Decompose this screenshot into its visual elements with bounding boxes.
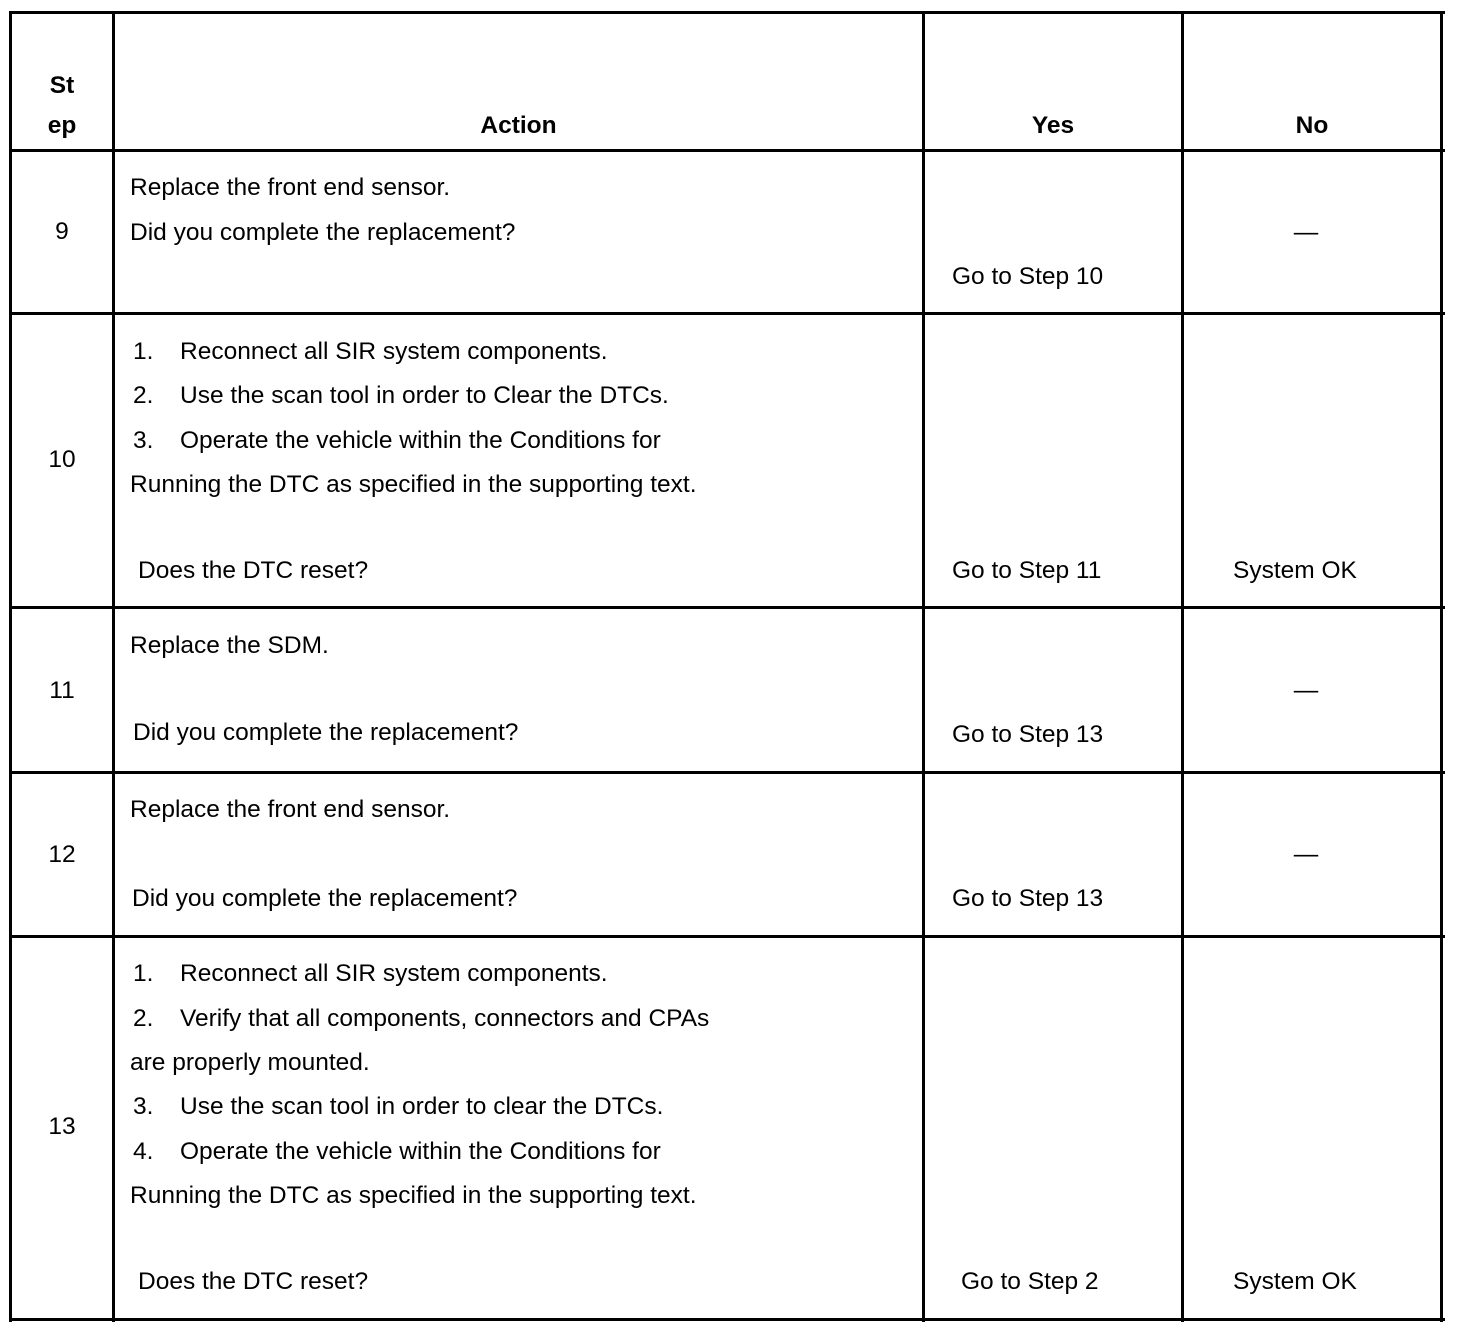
list-number: 3. xyxy=(133,1093,154,1120)
list-number: 2. xyxy=(133,1005,154,1032)
column-divider xyxy=(1181,12,1184,1322)
action-text: Running the DTC as specified in the supporting text. xyxy=(130,471,697,498)
list-text: Verify that all components, connectors and CPAs xyxy=(180,1005,710,1032)
yes-result: Go to Step 13 xyxy=(952,885,1104,912)
table-border-top xyxy=(9,11,1445,14)
column-divider xyxy=(922,12,925,1322)
no-result: System OK xyxy=(1233,557,1357,584)
list-text: Reconnect all SIR system components. xyxy=(180,960,608,987)
action-text: Replace the front end sensor. xyxy=(130,796,451,823)
action-question: Does the DTC reset? xyxy=(138,557,369,584)
action-list-item xyxy=(133,427,661,455)
list-text: Use the scan tool in order to clear the DTCs. xyxy=(180,1093,664,1120)
list-text: Operate the vehicle within the Conditions for xyxy=(180,427,661,454)
yes-result: Go to Step 2 xyxy=(961,1268,1099,1295)
table-border-bottom xyxy=(9,1318,1445,1321)
header-step-line2: ep xyxy=(47,112,77,139)
table-border-right xyxy=(1440,12,1443,1322)
action-question: Did you complete the replacement? xyxy=(130,219,516,246)
yes-result: Go to Step 13 xyxy=(952,721,1104,748)
action-question: Does the DTC reset? xyxy=(138,1268,369,1295)
no-result: — xyxy=(1293,841,1319,868)
yes-result: Go to Step 11 xyxy=(952,557,1102,584)
list-number: 1. xyxy=(133,338,154,365)
action-text: Replace the SDM. xyxy=(130,632,329,659)
list-text: Use the scan tool in order to Clear the DTCs. xyxy=(180,382,669,409)
action-list-item xyxy=(133,960,608,988)
yes-result: Go to Step 10 xyxy=(952,263,1104,290)
row-divider xyxy=(9,771,1445,774)
header-step-line1: St xyxy=(49,72,75,99)
action-list-item xyxy=(133,382,669,410)
action-text: Running the DTC as specified in the supporting text. xyxy=(130,1182,697,1209)
list-number: 3. xyxy=(133,427,154,454)
list-number: 1. xyxy=(133,960,154,987)
no-result: — xyxy=(1293,677,1319,704)
header-divider xyxy=(9,149,1445,152)
header-no: No xyxy=(1295,112,1329,139)
header-action: Action xyxy=(480,112,557,139)
action-question: Did you complete the replacement? xyxy=(132,885,518,912)
no-result: — xyxy=(1293,219,1319,246)
list-number: 2. xyxy=(133,382,154,409)
step-number: 11 xyxy=(49,677,75,704)
action-list-item xyxy=(133,1138,661,1166)
action-list-item xyxy=(133,1005,709,1033)
action-list-item xyxy=(133,1093,663,1121)
column-divider xyxy=(112,12,115,1322)
action-text: Replace the front end sensor. xyxy=(130,174,451,201)
action-question: Did you complete the replacement? xyxy=(133,719,519,746)
step-number: 9 xyxy=(55,218,69,245)
action-list-item xyxy=(133,338,608,366)
header-yes: Yes xyxy=(1031,112,1075,139)
row-divider xyxy=(9,935,1445,938)
no-result: System OK xyxy=(1233,1268,1357,1295)
row-divider xyxy=(9,606,1445,609)
step-number: 12 xyxy=(48,841,76,868)
action-text: are properly mounted. xyxy=(130,1049,370,1076)
row-divider xyxy=(9,312,1445,315)
step-number: 10 xyxy=(48,446,76,473)
step-number: 13 xyxy=(48,1113,76,1140)
list-text: Reconnect all SIR system components. xyxy=(180,338,608,365)
list-text: Operate the vehicle within the Conditions for xyxy=(180,1138,661,1165)
list-number: 4. xyxy=(133,1138,154,1165)
